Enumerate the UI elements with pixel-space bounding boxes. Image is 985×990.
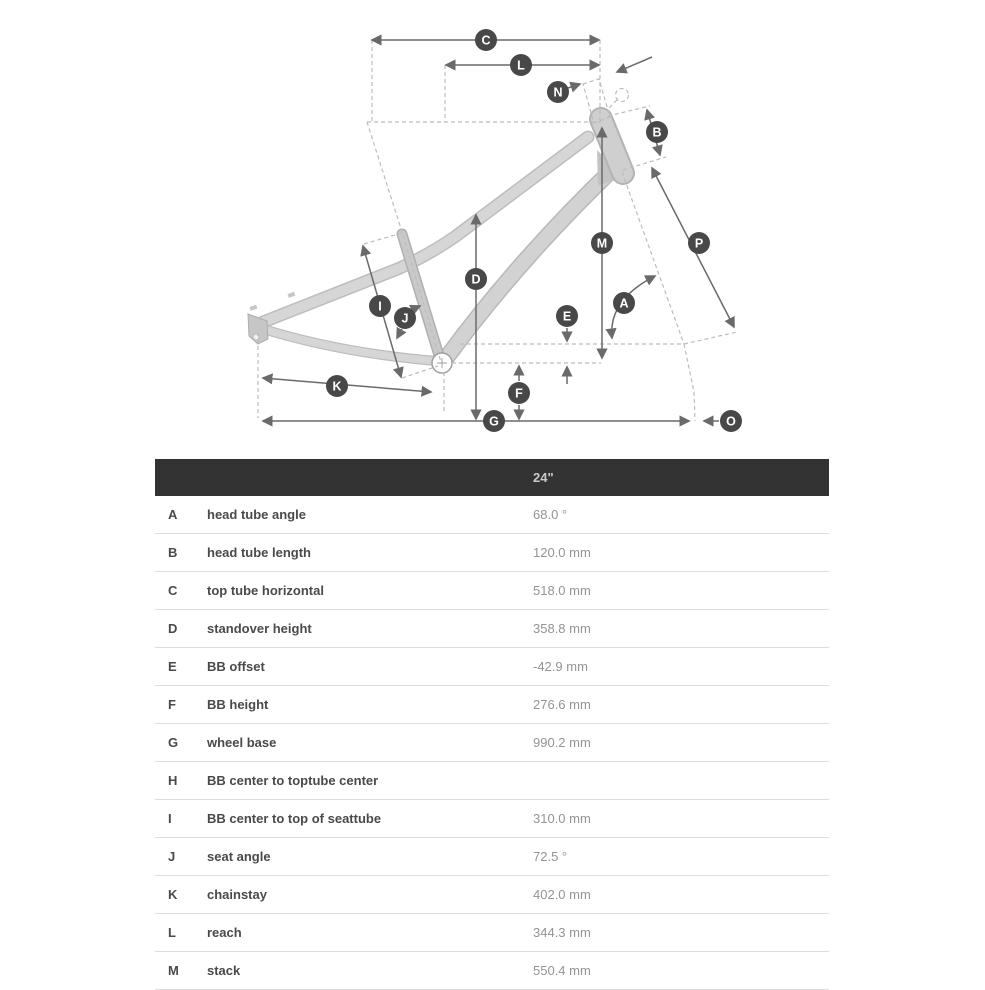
row-letter: C	[168, 583, 178, 598]
measurement-arrows	[263, 40, 734, 421]
arrow-stem-pointer	[617, 57, 652, 72]
row-label: standover height	[207, 621, 312, 636]
row-letter: K	[168, 887, 178, 902]
guide-steering-axis	[622, 172, 684, 344]
row-label: chainstay	[207, 887, 267, 902]
svg-text:F: F	[515, 386, 523, 401]
svg-text:C: C	[481, 33, 491, 48]
row-label: BB center to top of seattube	[207, 811, 382, 826]
arrow-j-down	[397, 329, 402, 338]
svg-text:I: I	[378, 299, 382, 314]
row-letter: L	[168, 925, 176, 940]
row-letter: H	[168, 773, 178, 788]
label-o	[720, 410, 742, 432]
svg-text:O: O	[726, 414, 736, 429]
row-label: seat angle	[207, 849, 271, 864]
svg-text:G: G	[489, 414, 499, 429]
row-value: 276.6 mm	[533, 697, 591, 712]
diagram-labels	[326, 29, 742, 432]
row-letter: G	[168, 735, 179, 750]
arrow-n-pointer	[568, 84, 580, 88]
svg-text:K: K	[332, 379, 342, 394]
svg-text:A: A	[619, 296, 629, 311]
table-row	[155, 572, 829, 610]
table-row	[155, 496, 829, 534]
row-value: 358.8 mm	[533, 621, 591, 636]
label-c	[475, 29, 497, 51]
row-letter: A	[168, 507, 178, 522]
svg-text:N: N	[553, 85, 563, 100]
row-letter: I	[168, 811, 172, 826]
row-letter: M	[168, 963, 179, 978]
guide-lines	[258, 40, 737, 421]
row-label: wheel base	[207, 735, 277, 750]
row-value: 344.3 mm	[533, 925, 591, 940]
svg-text:L: L	[517, 58, 525, 73]
table-header	[155, 459, 829, 496]
label-g	[483, 410, 505, 432]
row-value: 402.0 mm	[533, 887, 591, 902]
table-row	[155, 534, 829, 572]
table-row	[155, 800, 829, 838]
table-row	[155, 724, 829, 762]
svg-text:J: J	[401, 311, 409, 326]
row-letter: J	[168, 849, 176, 864]
row-letter: F	[168, 697, 176, 712]
label-e	[556, 305, 578, 327]
label-n	[547, 81, 569, 103]
svg-text:B: B	[652, 125, 662, 140]
table-body	[155, 496, 829, 990]
label-p	[688, 232, 710, 254]
row-letter: D	[168, 621, 178, 636]
label-i	[369, 295, 391, 317]
row-letter: E	[168, 659, 177, 674]
row-value: 310.0 mm	[533, 811, 591, 826]
table-row	[155, 648, 829, 686]
row-value: 120.0 mm	[533, 545, 591, 560]
row-letter: B	[168, 545, 178, 560]
row-label: reach	[207, 925, 242, 940]
bike-geometry-diagram	[0, 0, 985, 455]
label-k	[326, 375, 348, 397]
row-value: -42.9 mm	[533, 659, 588, 674]
row-label: head tube angle	[207, 507, 306, 522]
label-b	[646, 121, 668, 143]
row-value: 518.0 mm	[533, 583, 591, 598]
row-value: 990.2 mm	[533, 735, 591, 750]
table-row	[155, 876, 829, 914]
table-row	[155, 952, 829, 990]
guide-i-top-connector	[364, 233, 402, 244]
label-a	[613, 292, 635, 314]
row-value: 550.4 mm	[533, 963, 591, 978]
cable-tab-2	[287, 292, 295, 298]
table-row	[155, 610, 829, 648]
guide-b-top-connector	[608, 106, 650, 116]
guide-headset-link	[607, 100, 617, 110]
svg-text:M: M	[596, 236, 608, 251]
svg-text:P: P	[694, 236, 704, 251]
row-label: stack	[207, 963, 241, 978]
label-d	[465, 268, 487, 290]
table-row	[155, 686, 829, 724]
row-label: BB center to toptube center	[207, 773, 379, 788]
svg-text:D: D	[471, 272, 481, 287]
table-row	[155, 762, 829, 800]
row-label: head tube length	[207, 545, 311, 560]
row-value: 72.5 °	[533, 849, 568, 864]
cable-tab-1	[249, 305, 257, 311]
row-label: top tube horizontal	[207, 583, 324, 598]
table-row	[155, 838, 829, 876]
table-row	[155, 914, 829, 952]
down-tube	[447, 166, 616, 357]
row-label: BB height	[207, 697, 269, 712]
row-value: 68.0 °	[533, 507, 568, 522]
geometry-table	[155, 459, 829, 990]
label-l	[510, 54, 532, 76]
guide-front-wheel-vertical	[684, 344, 695, 421]
svg-text:E: E	[562, 309, 572, 324]
size-column-header: 24"	[533, 470, 554, 485]
guide-p-bottom-connector	[684, 332, 737, 344]
label-f	[508, 382, 530, 404]
label-j	[394, 307, 416, 329]
label-m	[591, 232, 613, 254]
row-label: BB offset	[207, 659, 265, 674]
guide-headset-circle	[616, 89, 629, 102]
